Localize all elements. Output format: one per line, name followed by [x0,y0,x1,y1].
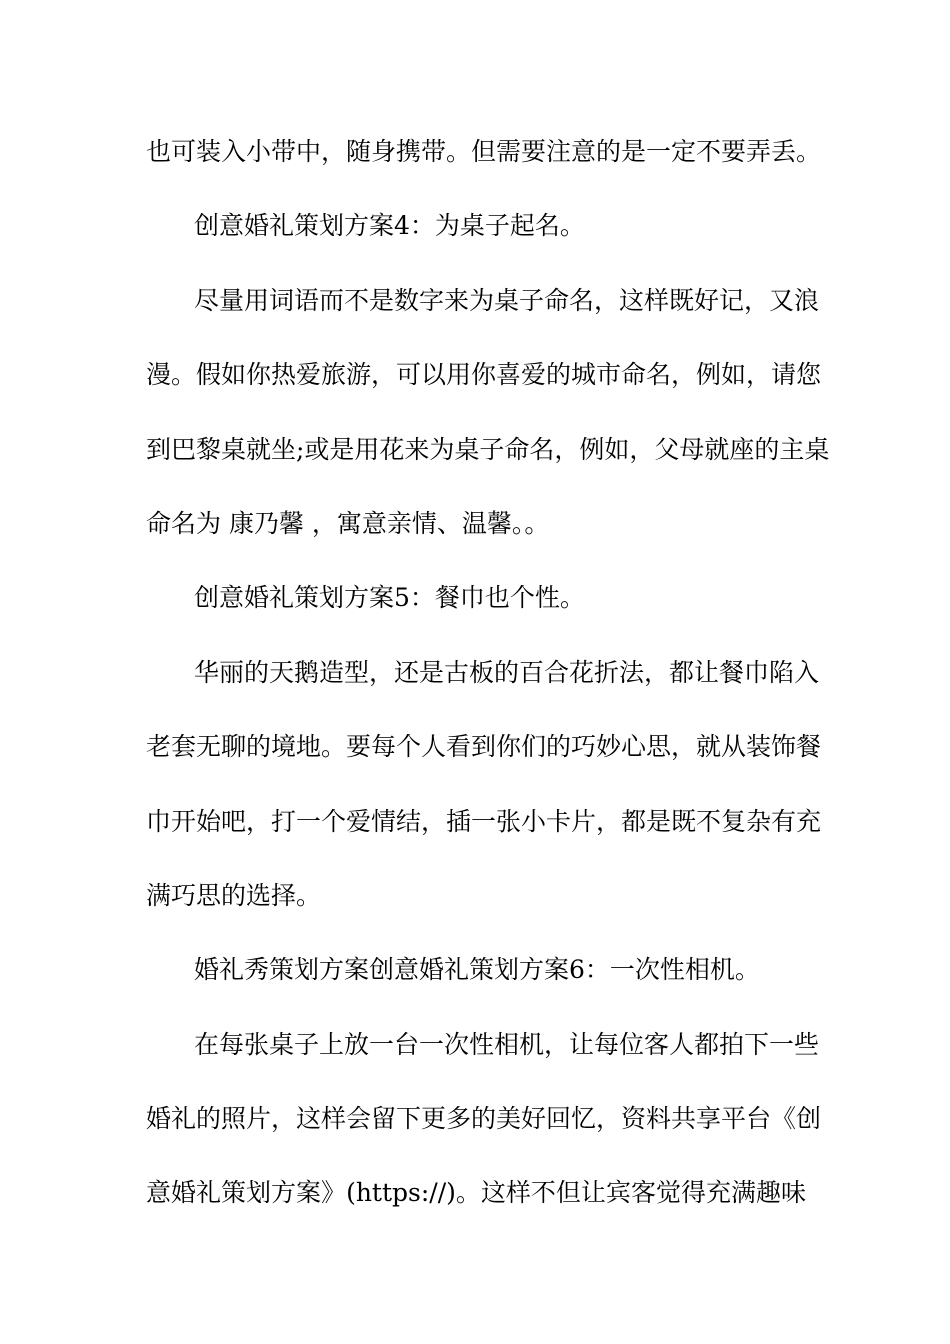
text-line: 到巴黎桌就坐;或是用花来为桌子命名，例如，父母就座的主桌 [146,434,830,464]
text-line: 尽量用词语而不是数字来为桌子命名，这样既好记，又浪 [194,285,820,315]
text-line: 华丽的天鹅造型，还是古板的百合花折法，都让餐巾陷入 [194,657,820,687]
text-line: 婚礼的照片，这样会留下更多的美好回忆，资料共享平台《创 [146,1104,822,1134]
text-line: 漫。假如你热爱旅游，可以用你喜爱的城市命名，例如，请您 [146,360,822,390]
section-heading-4: 创意婚礼策划方案4：为桌子起名。 [194,211,585,241]
text-line: 老套无聊的境地。要每个人看到你们的巧妙心思，就从装饰餐 [146,732,822,762]
text-line: 意婚礼策划方案》(https://)。这样不但让宾客觉得充满趣味 [146,1178,806,1208]
document-body [146,126,830,1242]
text-line: 在每张桌子上放一台一次性相机，让每位客人都拍下一些 [194,1029,820,1059]
section-heading-6: 婚礼秀策划方案创意婚礼策划方案6：一次性相机。 [194,955,760,985]
text-line: 满巧思的选择。 [146,880,322,910]
section-heading-5: 创意婚礼策划方案5：餐巾也个性。 [194,583,585,613]
text-line: 巾开始吧，打一个爱情结，插一张小卡片，都是既不复杂有充 [146,806,822,836]
text-line: 也可装入小带中，随身携带。但需要注意的是一定不要弄丢。 [146,137,822,166]
text-line: 命名为 康乃馨 ，寓意亲情、温馨。。 [146,508,550,538]
